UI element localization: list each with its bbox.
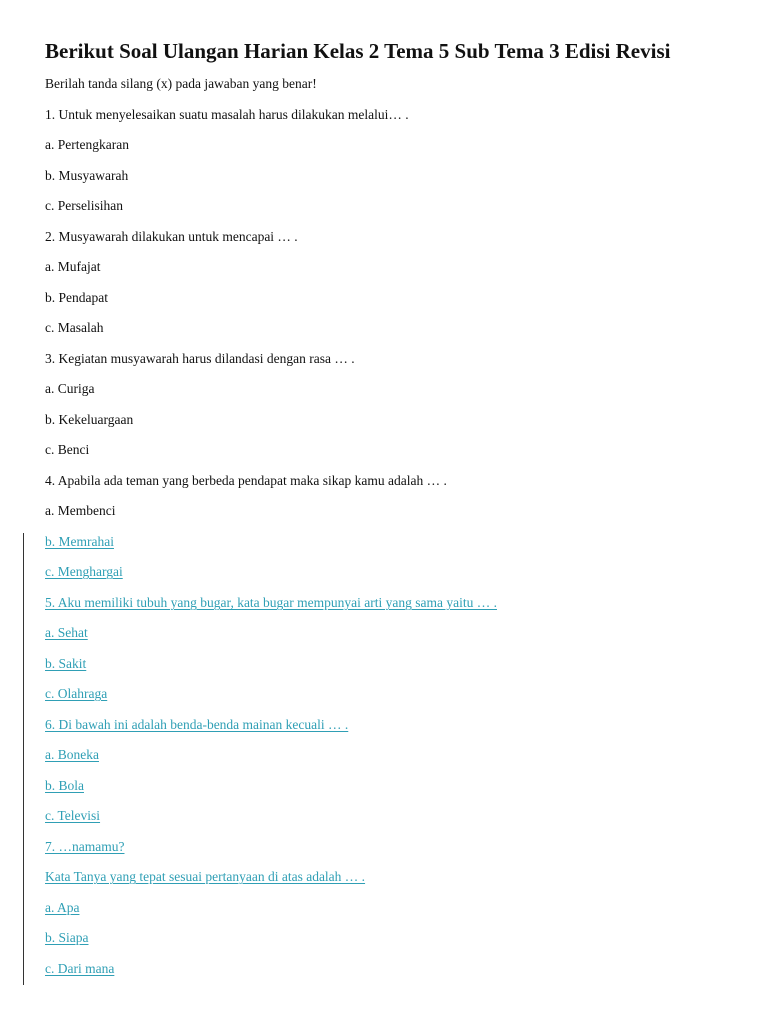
option-6c-link[interactable]: c. Televisi	[45, 808, 101, 823]
question-5-link[interactable]: 5. Aku memiliki tubuh yang bugar, kata bugar mempunyai arti yang sama yaitu … .	[45, 595, 497, 610]
question-4: 4. Apabila ada teman yang berbeda pendapat maka sikap kamu adalah … .	[45, 473, 447, 488]
option-1c: c. Perselisihan	[45, 198, 123, 213]
option-2a: a. Mufajat	[45, 259, 101, 274]
option-4c-link[interactable]: c. Menghargai	[45, 564, 123, 579]
option-3b: b. Kekeluargaan	[45, 412, 134, 427]
question-1: 1. Untuk menyelesaikan suatu masalah harus dilakukan melalui… .	[45, 107, 409, 122]
question-2: 2. Musyawarah dilakukan untuk mencapai … .	[45, 229, 298, 244]
document-title: Berikut Soal Ulangan Harian Kelas 2 Tema 5 Sub Tema 3 Edisi Revisi	[45, 39, 671, 63]
question-7-link[interactable]: 7. …namamu?	[45, 839, 125, 854]
question-6-link[interactable]: 6. Di bawah ini adalah benda-benda mainan kecuali … .	[45, 717, 349, 732]
option-7c-link[interactable]: c. Dari mana	[45, 961, 115, 976]
option-6a-link[interactable]: a. Boneka	[45, 747, 99, 762]
instruction-text: Berilah tanda silang (x) pada jawaban yang benar!	[45, 76, 317, 91]
option-6b-link[interactable]: b. Bola	[45, 778, 84, 793]
question-3: 3. Kegiatan musyawarah harus dilandasi dengan rasa … .	[45, 351, 355, 366]
option-2c: c. Masalah	[45, 320, 104, 335]
option-3a: a. Curiga	[45, 381, 95, 396]
option-3c: c. Benci	[45, 442, 90, 457]
option-7b-link[interactable]: b. Siapa	[45, 930, 89, 945]
option-5a-link[interactable]: a. Sehat	[45, 625, 88, 640]
option-5b-link[interactable]: b. Sakit	[45, 656, 87, 671]
question-7-prompt-link[interactable]: Kata Tanya yang tepat sesuai pertanyaan di atas adalah … .	[45, 869, 366, 884]
option-1a: a. Pertengkaran	[45, 137, 129, 152]
option-4b-link[interactable]: b. Memrahai	[45, 534, 114, 549]
option-4a: a. Membenci	[45, 503, 116, 518]
change-bar	[23, 533, 24, 985]
option-2b: b. Pendapat	[45, 290, 108, 305]
option-7a-link[interactable]: a. Apa	[45, 900, 80, 915]
option-5c-link[interactable]: c. Olahraga	[45, 686, 108, 701]
option-1b: b. Musyawarah	[45, 168, 129, 183]
